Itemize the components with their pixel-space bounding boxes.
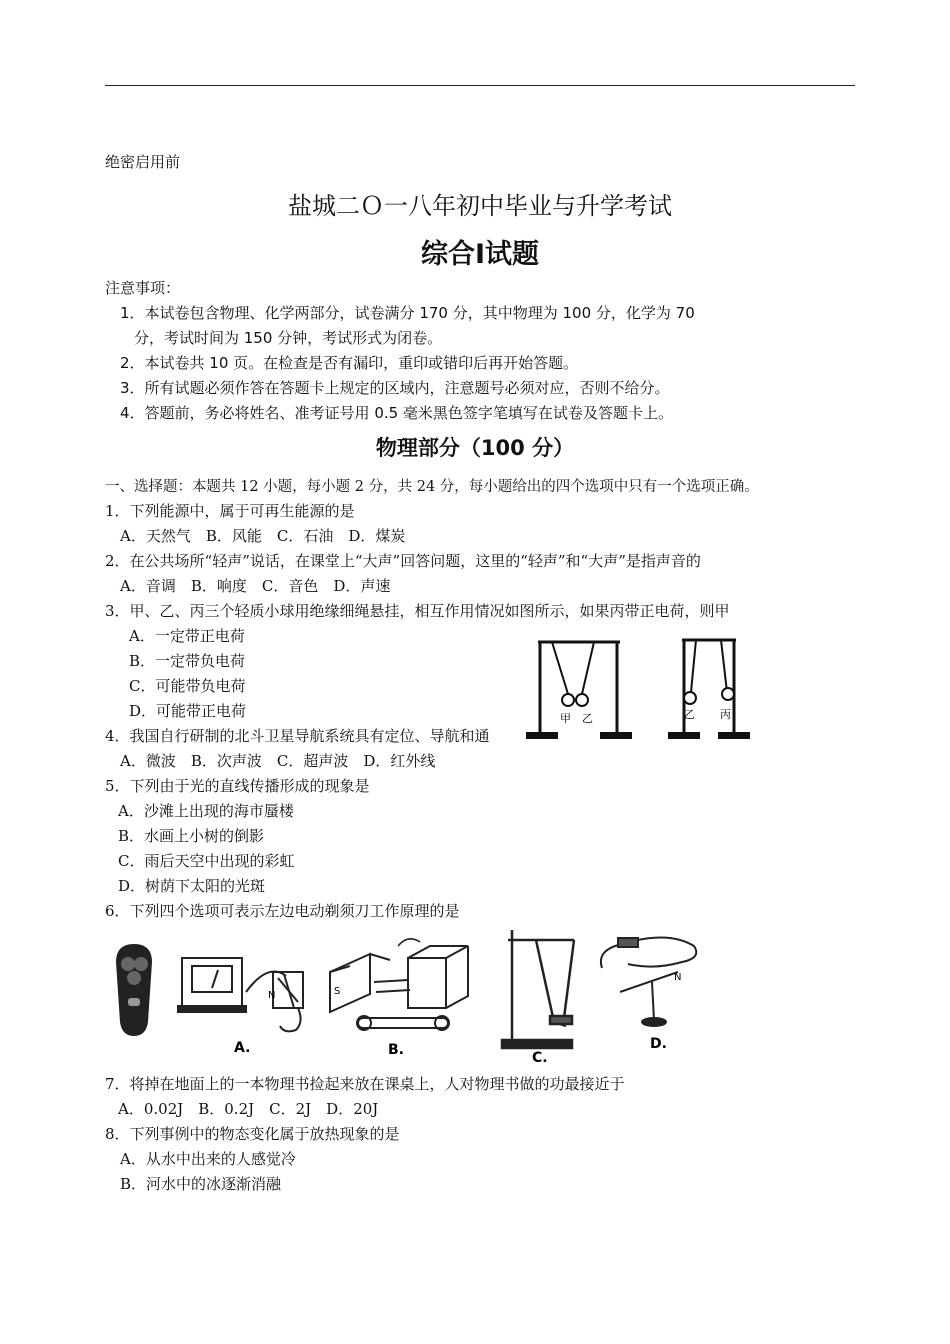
q4-options: A．微波 B．次声波 C．超声波 D．红外线 bbox=[120, 752, 436, 770]
option-d-label: D. bbox=[650, 1036, 667, 1052]
ball-yi bbox=[576, 694, 588, 706]
q3-option-d: D．可能带正电荷 bbox=[129, 702, 247, 720]
q2-stem: 2．在公共场所“轻声”说话，在课堂上“大声”回答问题，这里的“轻声”和“大声”是指声音的 bbox=[105, 552, 701, 570]
note-item-2: 2．本试卷共 10 页。在检查是否有漏印，重印或错印后再开始答题。 bbox=[120, 354, 579, 372]
ball-label-bing: 丙 bbox=[720, 708, 731, 721]
shaver-illustration bbox=[116, 944, 152, 1036]
q2-options: A．音调 B．响度 C．音色 D．声速 bbox=[120, 577, 391, 595]
q1-options: A．天然气 B．风能 C．石油 D．煤炭 bbox=[120, 527, 406, 545]
exam-title: 盐城二Ｏ一八年初中毕业与升学考试 bbox=[288, 192, 672, 220]
option-c-illustration bbox=[502, 930, 574, 1048]
option-c-label: C. bbox=[532, 1050, 548, 1066]
q5-option-a: A．沙滩上出现的海市蜃楼 bbox=[118, 802, 294, 820]
q5-option-b: B．水画上小树的倒影 bbox=[118, 827, 265, 845]
ball-bing bbox=[722, 688, 734, 700]
q3-figure bbox=[522, 632, 754, 744]
q1-stem: 1．下列能源中，属于可再生能源的是 bbox=[105, 502, 355, 520]
ball-yi-2 bbox=[684, 692, 696, 704]
pole-label-b: S bbox=[334, 986, 341, 997]
q5-option-d: D．树荫下太阳的光斑 bbox=[118, 877, 266, 895]
exam-subtitle: 综合Ⅰ试题 bbox=[420, 239, 540, 270]
section-title: 物理部分（100 分） bbox=[375, 436, 575, 460]
note-item-1: 1．本试卷包含物理、化学两部分，试卷满分 170 分，其中物理为 100 分，化学为 70 bbox=[120, 304, 695, 322]
q3-stem: 3．甲、乙、丙三个轻质小球用绝缘细绳悬挂，相互作用情况如图所示，如果丙带正电荷，则甲 bbox=[105, 602, 730, 620]
ball-jia bbox=[562, 694, 574, 706]
secret-label: 绝密启用前 bbox=[105, 153, 181, 171]
q8-option-b: B．河水中的冰逐渐消融 bbox=[120, 1175, 282, 1193]
option-d-illustration bbox=[601, 937, 696, 1026]
option-a-illustration bbox=[178, 958, 303, 1031]
pole-label-a: N bbox=[268, 990, 276, 1001]
pole-label-d: N bbox=[674, 972, 682, 983]
ball-label-jia: 甲 bbox=[560, 712, 571, 725]
section-instructions: 一、选择题：本题共 12 小题，每小题 2 分，共 24 分，每小题给出的四个选项中只有一个选项正确。 bbox=[105, 479, 759, 495]
notes-heading: 注意事项： bbox=[105, 279, 181, 297]
q4-stem: 4．我国自行研制的北斗卫星导航系统具有定位、导航和通 bbox=[105, 727, 490, 745]
q5-stem: 5．下列由于光的直线传播形成的现象是 bbox=[105, 777, 370, 795]
note-item-3: 3．所有试题必须作答在答题卡上规定的区域内，注意题号必须对应，否则不给分。 bbox=[120, 379, 670, 397]
q6-figure bbox=[108, 922, 708, 1067]
option-b-label: B. bbox=[388, 1042, 404, 1058]
q7-stem: 7．将掉在地面上的一本物理书捡起来放在课桌上，人对物理书做的功最接近于 bbox=[105, 1075, 625, 1093]
option-b-illustration bbox=[330, 939, 468, 1030]
option-a-label: A. bbox=[234, 1040, 251, 1056]
q8-option-a: A．从水中出来的人感觉冷 bbox=[120, 1150, 296, 1168]
note-item-1-cont: 分，考试时间为 150 分钟，考试形式为闭卷。 bbox=[134, 329, 443, 347]
note-item-4: 4．答题前，务必将姓名、准考证号用 0.5 毫米黑色签字笔填写在试卷及答题卡上。 bbox=[120, 404, 673, 422]
header-rule bbox=[105, 85, 855, 86]
q7-options: A．0.02J B．0.2J C．2J D．20J bbox=[118, 1100, 379, 1118]
frame-left bbox=[538, 642, 620, 732]
q8-stem: 8．下列事例中的物态变化属于放热现象的是 bbox=[105, 1125, 400, 1143]
q3-option-a: A．一定带正电荷 bbox=[129, 627, 245, 645]
ball-label-yi-2: 乙 bbox=[684, 708, 695, 721]
q3-option-b: B．一定带负电荷 bbox=[129, 652, 246, 670]
q5-option-c: C．雨后天空中出现的彩虹 bbox=[118, 852, 295, 870]
ball-label-yi: 乙 bbox=[582, 712, 593, 725]
q3-option-c: C．可能带负电荷 bbox=[129, 677, 246, 695]
q6-stem: 6．下列四个选项可表示左边电动剃须刀工作原理的是 bbox=[105, 902, 460, 920]
